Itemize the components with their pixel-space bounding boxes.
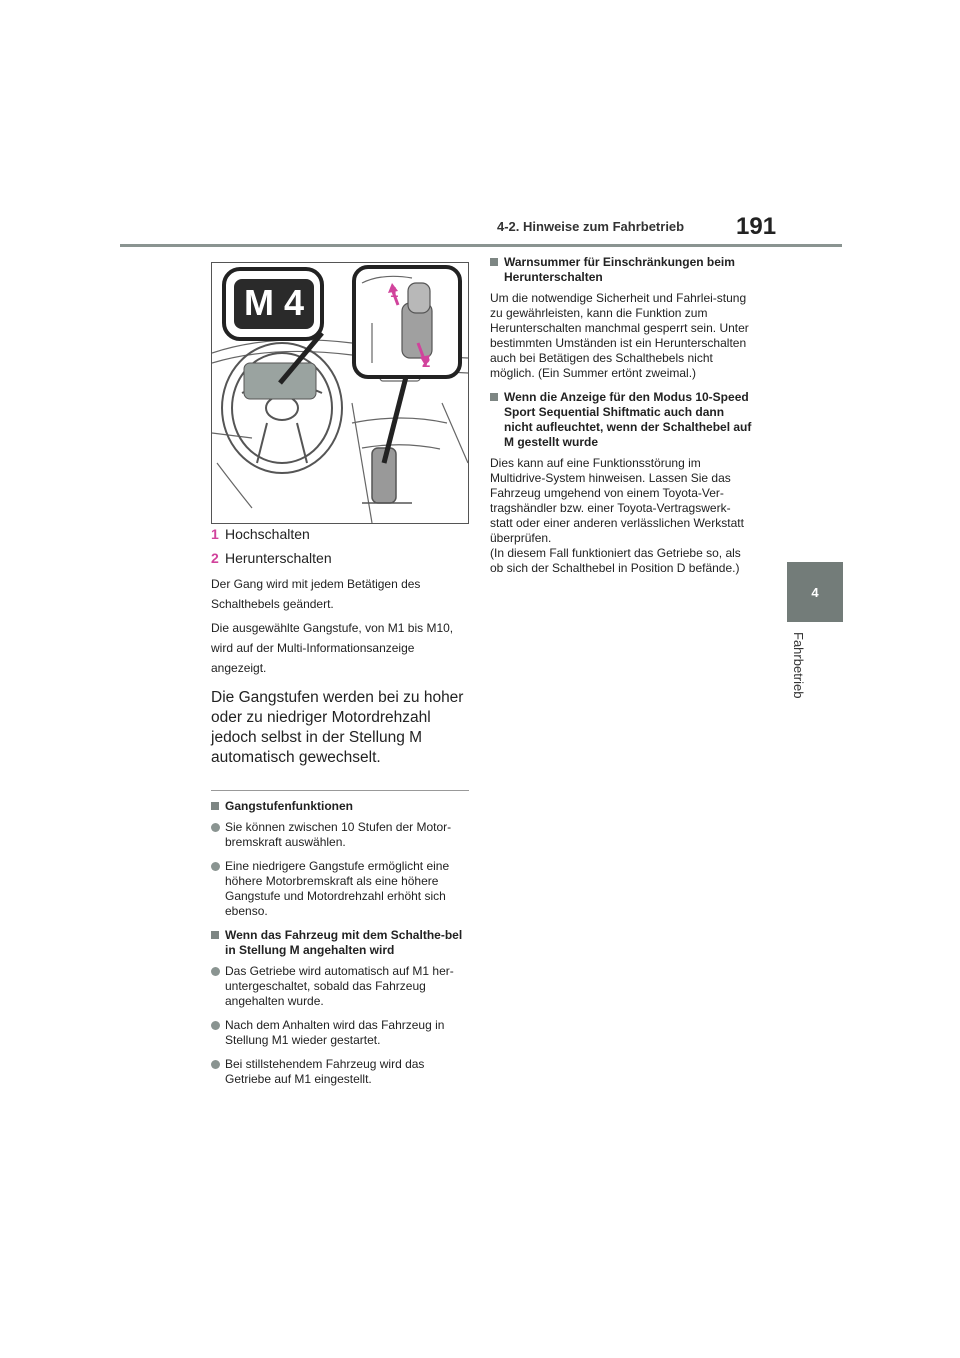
- circle-bullet-icon: [211, 823, 220, 832]
- square-bullet-icon: [211, 802, 219, 810]
- list-item: Nach dem Anhalten wird das Fahrzeug in Stellung M1 wieder gestartet.: [211, 1018, 469, 1048]
- step-text: Hochschalten: [225, 526, 310, 542]
- step-number: 2: [211, 550, 219, 566]
- step-text: Herunterschalten: [225, 550, 332, 566]
- arrow-down-label: 2: [422, 354, 431, 371]
- arrow-up-label: 1: [390, 284, 399, 301]
- list-item: Sie können zwischen 10 Stufen der Motor-bremskraft auswählen.: [211, 820, 469, 850]
- paragraph: Um die notwendige Sicherheit und Fahrlei-stung zu gewährleisten, kann die Funktion zum Herunterschalten manchmal gesperrt sein. Unter bestimmten Umständen ist ein Herunterschalten auch bei Betätigen des Schalthebels nicht möglich. (Ein Summer ertönt zweimal.): [490, 291, 749, 380]
- paragraph-large: Die Gangstufen werden bei zu hoher oder zu niedriger Motordrehzahl jedoch selbst in der Stellung M automatisch gewechselt.: [211, 689, 464, 766]
- square-bullet-icon: [490, 258, 498, 266]
- section-title: 4-2. Hinweise zum Fahrbetrieb: [497, 219, 685, 234]
- step-number: 1: [211, 526, 219, 542]
- paragraph: Dies kann auf eine Funktionsstörung im Multidrive-System hinweisen. Lassen Sie das Fahrzeug umgehend von einem Toyota-Ver-tragshändler bzw. einer Toyota-Vertragswerk-statt oder einer anderen verlässlichen Werkstatt überprüfen. (In diesem Fall funktioniert das Getriebe so, als ob sich der Schalthebel in Position D befände.): [490, 456, 744, 575]
- shift-lever-illustration: [211, 262, 469, 524]
- circle-bullet-icon: [211, 967, 220, 976]
- right-column: [490, 255, 752, 585]
- subheading: Gangstufenfunktionen: [211, 799, 469, 814]
- gear-display-text: M 4: [243, 282, 305, 323]
- subheading: Wenn die Anzeige für den Modus 10-Speed Sport Sequential Shiftmatic auch dann nicht aufleuchtet, wenn der Schalthebel auf M gestellt wurde: [490, 390, 752, 450]
- square-bullet-icon: [211, 931, 219, 939]
- paragraph: Der Gang wird mit jedem Betätigen des Schalthebels geändert.: [211, 577, 421, 611]
- paragraph: Die ausgewählte Gangstufe, von M1 bis M10, wird auf der Multi-Informationsanzeige angezeigt.: [211, 621, 454, 675]
- left-column: [211, 526, 469, 1096]
- section-divider: [211, 790, 469, 791]
- chapter-label: Fahrbetrieb: [791, 632, 806, 699]
- step-upshift: [211, 526, 469, 542]
- page-number: 191: [736, 213, 777, 240]
- chapter-number: 4: [811, 584, 819, 600]
- list-item: Das Getriebe wird automatisch auf M1 her-untergeschaltet, sobald das Fahrzeug angehalten wurde.: [211, 964, 469, 1009]
- list-item: Bei stillstehendem Fahrzeug wird das Getriebe auf M1 eingestellt.: [211, 1057, 469, 1087]
- step-downshift: [211, 550, 469, 566]
- header-rule: [120, 244, 842, 247]
- illustration-svg: [212, 263, 468, 523]
- square-bullet-icon: [490, 393, 498, 401]
- list-item: Eine niedrigere Gangstufe ermöglicht eine höhere Motorbremskraft als eine höhere Gangstufe und Motordrehzahl erhöht sich ebenso.: [211, 859, 469, 919]
- circle-bullet-icon: [211, 862, 220, 871]
- circle-bullet-icon: [211, 1021, 220, 1030]
- chapter-tab: [787, 562, 843, 622]
- circle-bullet-icon: [211, 1060, 220, 1069]
- subheading: Warnsummer für Einschränkungen beim Herunterschalten: [490, 255, 752, 285]
- subheading: Wenn das Fahrzeug mit dem Schalthe-bel in Stellung M angehalten wird: [211, 928, 469, 958]
